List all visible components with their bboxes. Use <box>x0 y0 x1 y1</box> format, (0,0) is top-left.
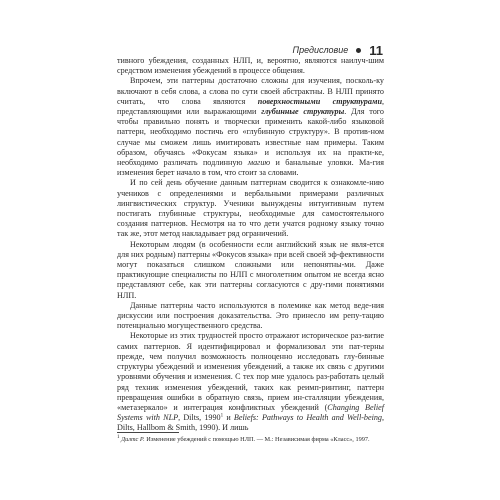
text-run: , Dilts, Hallbom & Smith, 1990). И лишь <box>117 413 384 433</box>
text-run: Некоторые из этих трудностей просто отражают историческое раз-витие самих паттернов. Я идентифицировал и формализовал эти пат-терны прежде, чем получил возможность полноценно исследовать глу-бинные структуры убеждений и изменения убеждений, а также их связь с другими уровнями обучения и изменения. С тех пор мне удалось раз-работать целый ряд техник изменения убеждений, таких как реимп-ринтинг, паттерн превращения ошибки в обратную связь, прием ин-сталляции убеждения, «метазеркало» и интеграция конфликтных убеждений ( <box>117 331 384 412</box>
body-text <box>117 56 384 434</box>
text-run: Changing Belief Systems with NLP <box>117 402 385 423</box>
text-run: . Для того чтобы правильно понять и творчески применить какой-либо языковой паттерн, необходимо постичь его «глубинную структуру». В против-ном случае мы сможем лишь имитировать известные нам примеры. Таким образом, обучаясь «Фокусам языка» и используя их на практи-ке, необходимо различать подлинную <box>117 107 384 168</box>
text-run: , представляющими или выражающими <box>117 96 384 117</box>
text-run: Впрочем, эти паттерны достаточно сложны для изучения, посколь-ку включают в себя слова, а слова по сути своей абстрактны. В НЛП принято считать, что слова являются <box>117 76 384 106</box>
paragraph <box>117 178 384 239</box>
text-run: магию <box>247 158 271 168</box>
text-run: , Dilts, 1990 <box>178 413 221 423</box>
text-run: и банальные уловки. Ма-гия изменения берет начало в том, что стоит за словами. <box>117 158 384 178</box>
text-run: глубинные структуры <box>261 107 345 117</box>
footnote-divider <box>117 432 179 433</box>
paragraph <box>117 331 384 433</box>
paragraph <box>117 56 384 76</box>
footnote-marker: 1 <box>117 434 120 440</box>
paragraph <box>117 240 384 301</box>
page-number: 11 <box>369 42 383 58</box>
bullet-icon <box>356 48 361 53</box>
text-run: и <box>223 413 234 423</box>
text-run: Некоторым людям (в особенности если английский язык не явля-ется для них родным) паттерны «Фокусов языка» при всей своей эф-фективности могут показаться слишком сложными или непонятны-ми. Даже практикующие специалисты по НЛП с многолетним опытом не всегда ясно представляют себе, как эти паттерны согласуются с дру-гими понятиями НЛП. <box>117 239 384 300</box>
text-run: И по сей день обучение данным паттернам сводится к ознакомле-нию учеников с определениями и вербальными примерами различных лингвистических структур. Ученики вынуждены интуитивным путем постигать глубинные структуры, необходимые для самостоятельного создания паттернов. Несмотря на то что дети учатся родному языку точно так же, этот метод накладывает ряд ограничений. <box>117 178 384 239</box>
footnote <box>117 436 384 444</box>
footnote-author: Дилтс Р. <box>121 436 145 443</box>
text-run: Данные паттерны часто используются в полемике как метод веде-ния дискуссии или построения доказательства. Это принесло им репу-тацию потенциально могущественного средства. <box>117 300 384 331</box>
section-title: Предисловие <box>292 45 349 55</box>
text-run: Beliefs: Pathways to Health and Well-being <box>233 413 382 423</box>
footnote-reference: 1 <box>220 413 224 419</box>
text-run: поверхностными структурами <box>257 96 382 106</box>
text-run: тивного убеждения, созданных НЛП, и, вероятно, являются наилуч-шим средством изменения убеждений в процессе общения. <box>117 56 384 76</box>
paragraph <box>117 301 384 332</box>
footnote-text: Изменение убеждений с помощью НЛП. — М.: Независимая фирма «Класс», 1997. <box>144 436 370 443</box>
paragraph <box>117 76 384 178</box>
